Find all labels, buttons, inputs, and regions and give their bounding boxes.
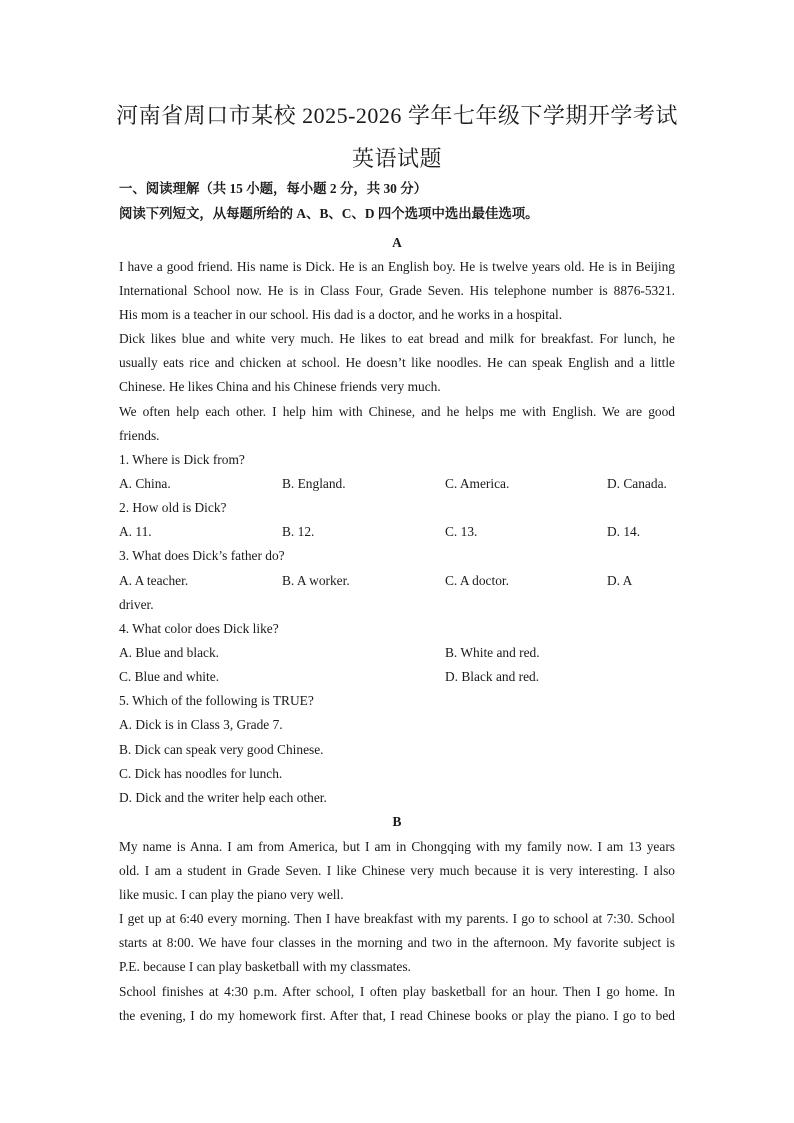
passage-b-line: I get up at 6:40 every morning. Then I have breakfast with my parents. I go to school at 7:30. School (119, 911, 675, 926)
passage-b-line: like music. I can play the piano very well. (119, 887, 344, 902)
question-4-option-d[interactable]: D. Black and red. (445, 669, 540, 684)
passage-b-line: the evening, I do my homework first. After that, I read Chinese books or play the piano. I go to bed (119, 1008, 675, 1023)
passage-a-line: Chinese. He likes China and his Chinese friends very much. (119, 379, 441, 394)
passage-a-line: usually eats rice and chicken at school. He doesn’t like noodles. He can speak English and a little (119, 355, 675, 370)
passage-a-line: We often help each other. I help him with Chinese, and he helps me with English. We are good (119, 404, 675, 419)
passage-b-line: My name is Anna. I am from America, but I am in Chongqing with my family now. I am 13 years (119, 839, 675, 854)
question-1-option-b[interactable]: B. England. (282, 476, 346, 491)
question-2-option-d[interactable]: D. 14. (607, 524, 641, 539)
question-1-option-a[interactable]: A. China. (119, 476, 171, 491)
passage-b-line: starts at 8:00. We have four classes in the morning and two in the afternoon. My favorite subject is (119, 935, 675, 950)
passage-b-line: P.E. because I can play basketball with my classmates. (119, 959, 411, 974)
passage-a-line: friends. (119, 428, 160, 443)
exam-title: 河南省周口市某校 2025-2026 学年七年级下学期开学考试 (116, 103, 678, 128)
question-3-option-d-continued: driver. (119, 597, 154, 612)
question-4-option-c[interactable]: C. Blue and white. (119, 669, 220, 684)
question-5-stem: 5. Which of the following is TRUE? (119, 693, 314, 708)
passage-a-line: International School now. He is in Class Four, Grade Seven. His telephone number is 8876-5321. (119, 283, 675, 298)
question-2-stem: 2. How old is Dick? (119, 500, 227, 515)
question-2-option-c[interactable]: C. 13. (445, 524, 478, 539)
question-3-option-d[interactable]: D. A (607, 573, 633, 588)
passage-a-label: A (392, 235, 402, 250)
passage-b-line: old. I am a student in Grade Seven. I like Chinese very much because it is very interesting. I also (119, 863, 675, 878)
question-5-option-d[interactable]: D. Dick and the writer help each other. (119, 790, 327, 805)
question-3-option-c[interactable]: C. A doctor. (445, 573, 509, 588)
passage-b-label: B (392, 814, 402, 829)
exam-subtitle: 英语试题 (351, 146, 442, 171)
question-4-option-a[interactable]: A. Blue and black. (119, 645, 220, 660)
question-2-option-a[interactable]: A. 11. (119, 524, 152, 539)
question-1-option-d[interactable]: D. Canada. (607, 476, 667, 491)
section-heading: 一、阅读理解（共 15 小题，每小题 2 分，共 30 分） (119, 181, 427, 196)
question-3-stem: 3. What does Dick’s father do? (119, 548, 285, 563)
passage-a-line: I have a good friend. His name is Dick. He is an English boy. He is twelve years old. He is in Beijing (119, 259, 675, 274)
question-3-option-b[interactable]: B. A worker. (282, 573, 350, 588)
question-4-option-b[interactable]: B. White and red. (445, 645, 540, 660)
question-1-stem: 1. Where is Dick from? (119, 452, 245, 467)
question-5-option-c[interactable]: C. Dick has noodles for lunch. (119, 766, 283, 781)
question-5-option-a[interactable]: A. Dick is in Class 3, Grade 7. (119, 717, 283, 732)
passage-a-line: Dick likes blue and white very much. He likes to eat bread and milk for breakfast. For lunch, he (119, 331, 675, 346)
question-3-option-a[interactable]: A. A teacher. (119, 573, 189, 588)
question-1-option-c[interactable]: C. America. (445, 476, 510, 491)
question-2-option-b[interactable]: B. 12. (282, 524, 315, 539)
question-5-option-b[interactable]: B. Dick can speak very good Chinese. (119, 742, 324, 757)
section-instruction: 阅读下列短文，从每题所给的 A、B、C、D 四个选项中选出最佳选项。 (119, 206, 539, 221)
passage-a-line: His mom is a teacher in our school. His dad is a doctor, and he works in a hospital. (119, 307, 563, 322)
question-4-stem: 4. What color does Dick like? (119, 621, 279, 636)
passage-b-line: School finishes at 4:30 p.m. After school, I often play basketball for an hour. Then I go home. In (119, 984, 675, 999)
